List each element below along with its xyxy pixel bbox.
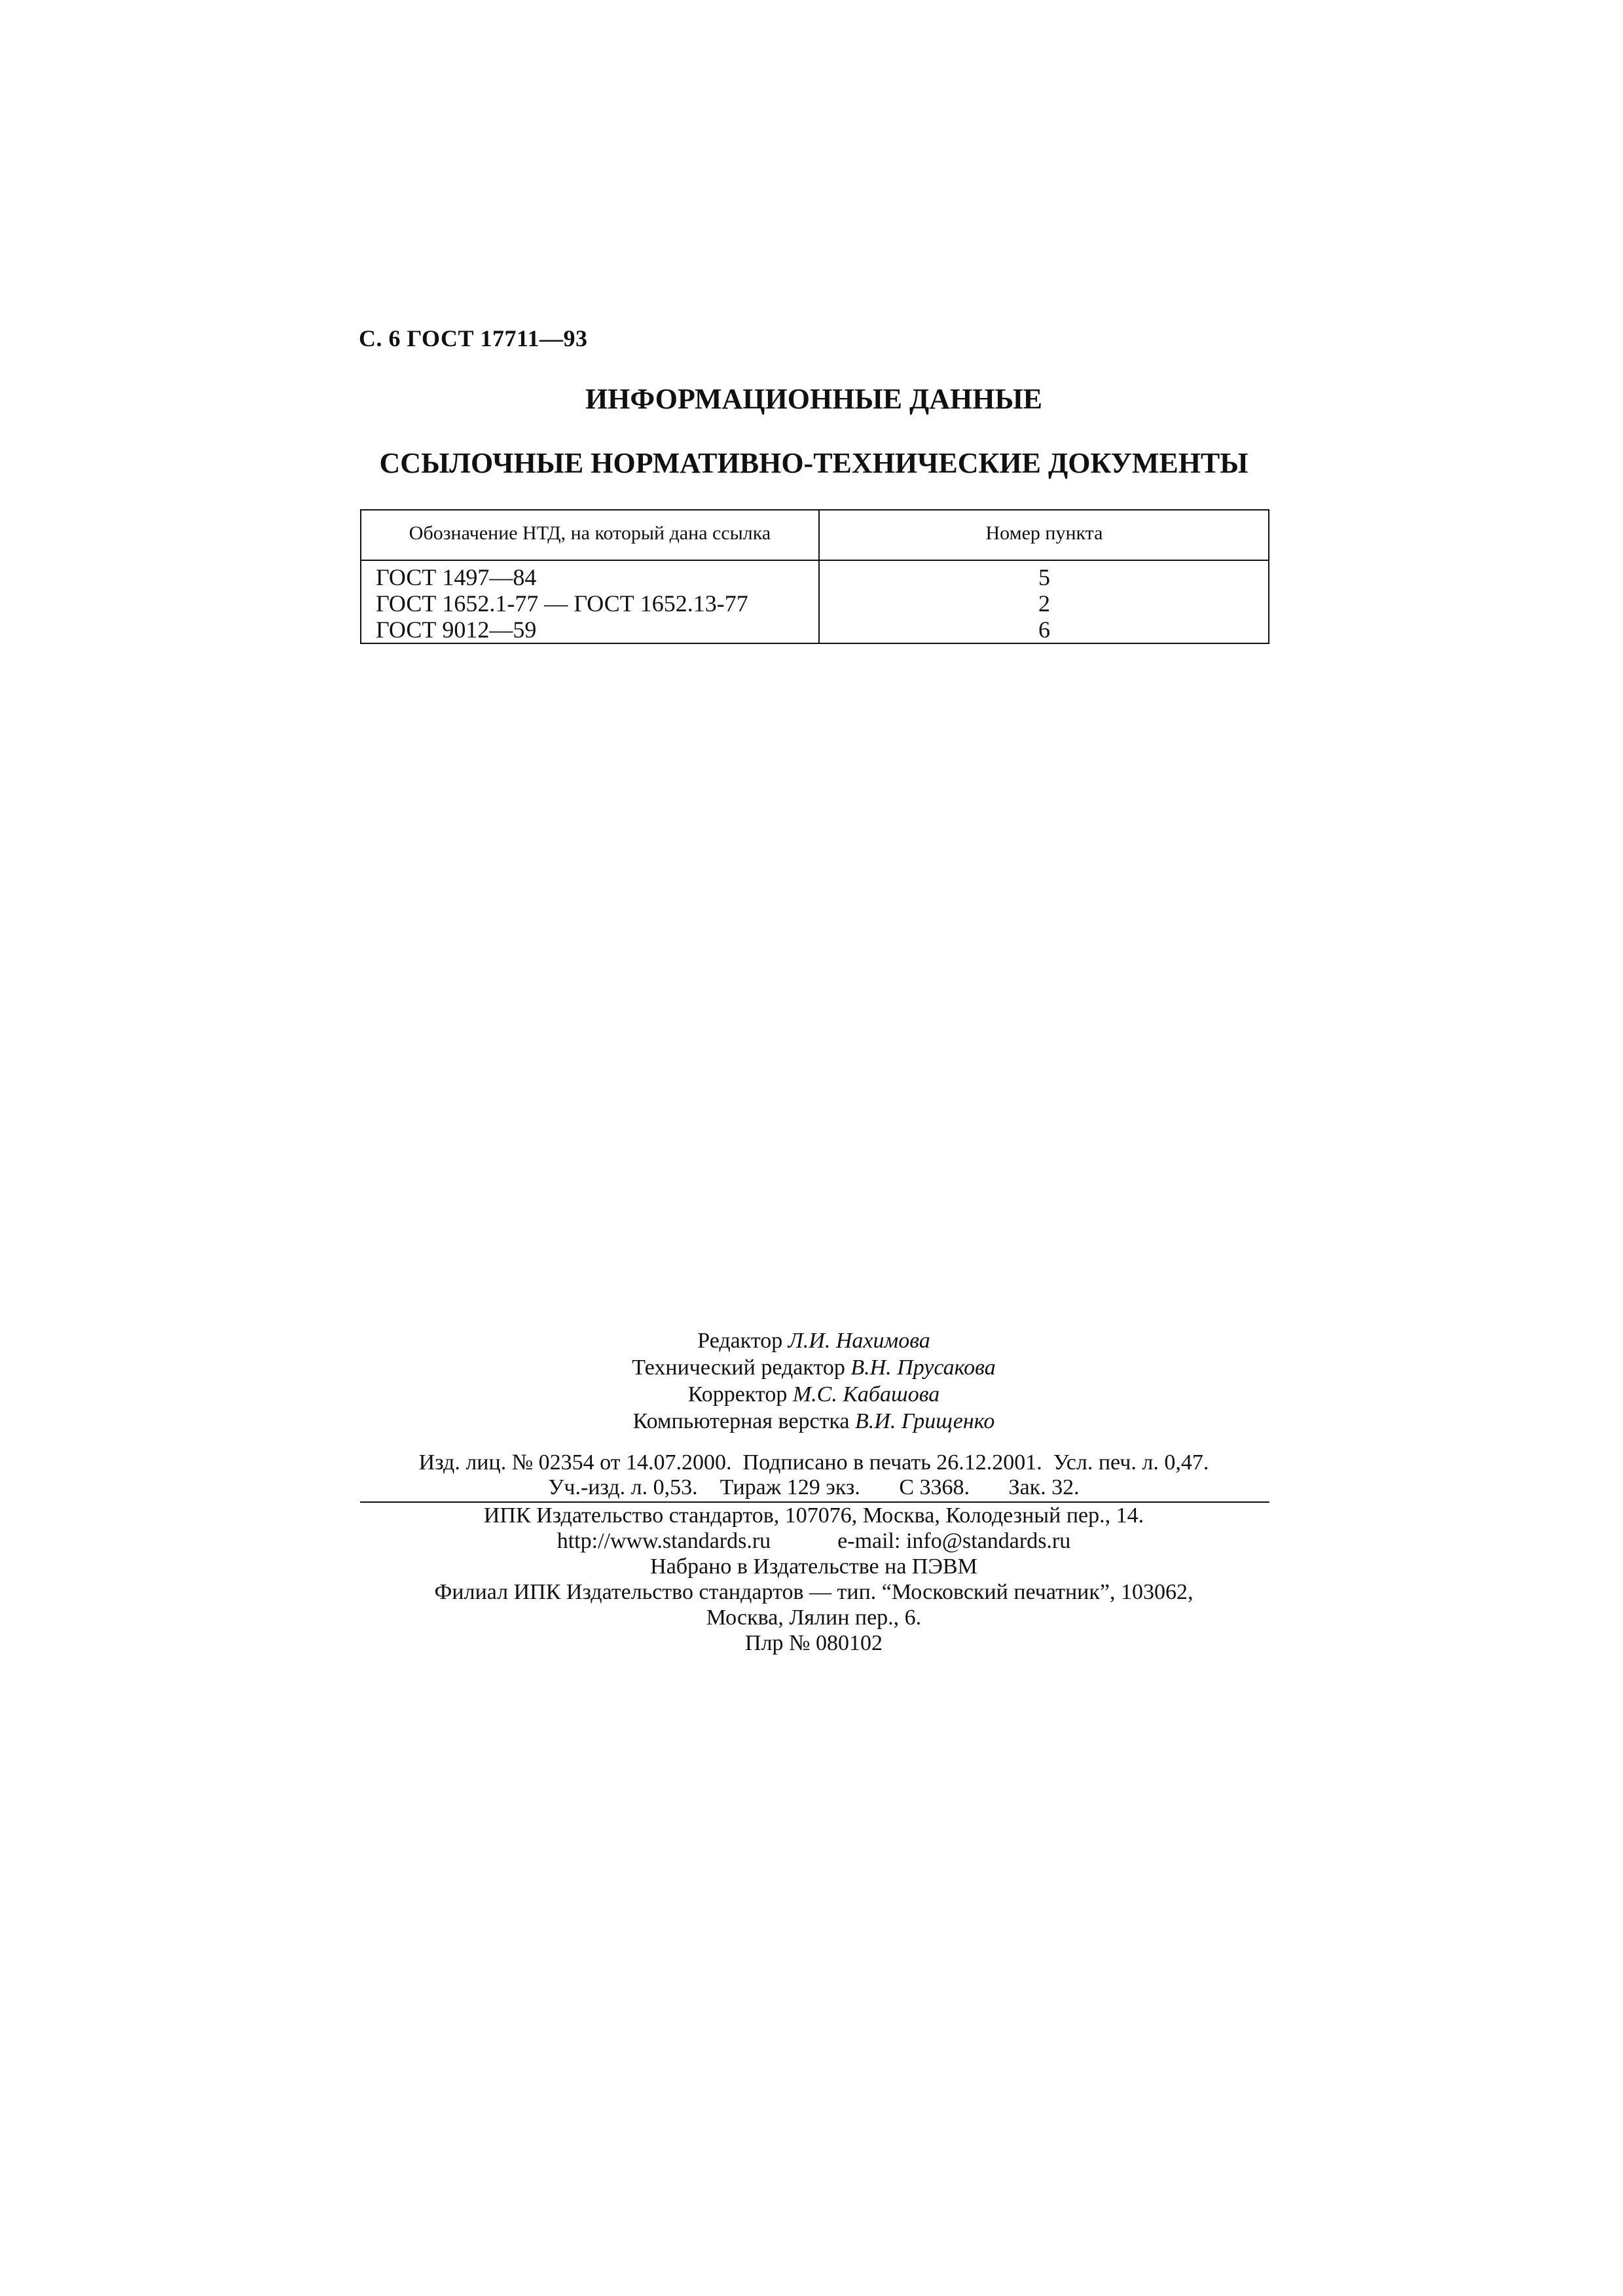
- publisher-block: [359, 1503, 1269, 1656]
- table-cell-clause: 2: [1038, 590, 1050, 617]
- table-column-clauses: [820, 564, 1269, 643]
- table-column-documents: [376, 564, 748, 643]
- credit-role: Технический редактор: [632, 1355, 845, 1380]
- credit-name: Л.И. Нахимова: [788, 1329, 930, 1353]
- table-header-divider: [361, 560, 1268, 561]
- credit-role: Корректор: [687, 1382, 788, 1407]
- credit-name: В.Н. Прусакова: [850, 1355, 996, 1380]
- imprint-line-2: Уч.-изд. л. 0,53. Тираж 129 экз. С 3368. Зак. 32.: [548, 1475, 1080, 1499]
- credits-block: [359, 1327, 1269, 1435]
- imprint-line-1: Изд. лиц. № 02354 от 14.07.2000. Подписано в печать 26.12.2001. Усл. печ. л. 0,47.: [418, 1450, 1209, 1475]
- references-table: [360, 509, 1269, 644]
- publisher-line: Плр № 080102: [745, 1631, 883, 1655]
- credit-editor: [359, 1327, 1269, 1354]
- publisher-line: ИПК Издательство стандартов, 107076, Москва, Колодезный пер., 14.: [483, 1503, 1144, 1528]
- publisher-line: Набрано в Издательстве на ПЭВМ: [650, 1554, 977, 1579]
- credit-technical-editor: [359, 1354, 1269, 1381]
- table-cell-document: ГОСТ 9012—59: [376, 617, 537, 643]
- page-header: С. 6 ГОСТ 17711—93: [359, 325, 588, 351]
- section-title-info: ИНФОРМАЦИОННЫЕ ДАННЫЕ: [585, 383, 1043, 415]
- publisher-line: Москва, Лялин пер., 6.: [706, 1605, 922, 1630]
- table-cell-document: ГОСТ 1652.1-77 — ГОСТ 1652.13-77: [376, 590, 748, 617]
- table-header-document: Обозначение НТД, на который дана ссылка: [409, 522, 771, 544]
- publisher-web-line: http://www.standards.ru e-mail: info@standards.ru: [556, 1529, 1071, 1553]
- table-header-clause: Номер пункта: [985, 522, 1103, 544]
- table-cell-clause: 6: [1038, 617, 1050, 643]
- credit-name: В.И. Грищенко: [855, 1409, 995, 1433]
- credit-role: Редактор: [697, 1329, 783, 1353]
- section-title-references: ССЫЛОЧНЫЕ НОРМАТИВНО-ТЕХНИЧЕСКИЕ ДОКУМЕНТЫ: [379, 447, 1249, 479]
- publisher-line: Филиал ИПК Издательство стандартов — тип. “Московский печатник”, 103062,: [434, 1580, 1194, 1604]
- credit-layout: [359, 1408, 1269, 1435]
- table-cell-document: ГОСТ 1497—84: [376, 564, 537, 590]
- credit-name: М.С. Кабашова: [792, 1382, 940, 1407]
- table-cell-clause: 5: [1038, 564, 1050, 590]
- credit-proofreader: [359, 1381, 1269, 1408]
- credit-role: Компьютерная верстка: [632, 1409, 850, 1433]
